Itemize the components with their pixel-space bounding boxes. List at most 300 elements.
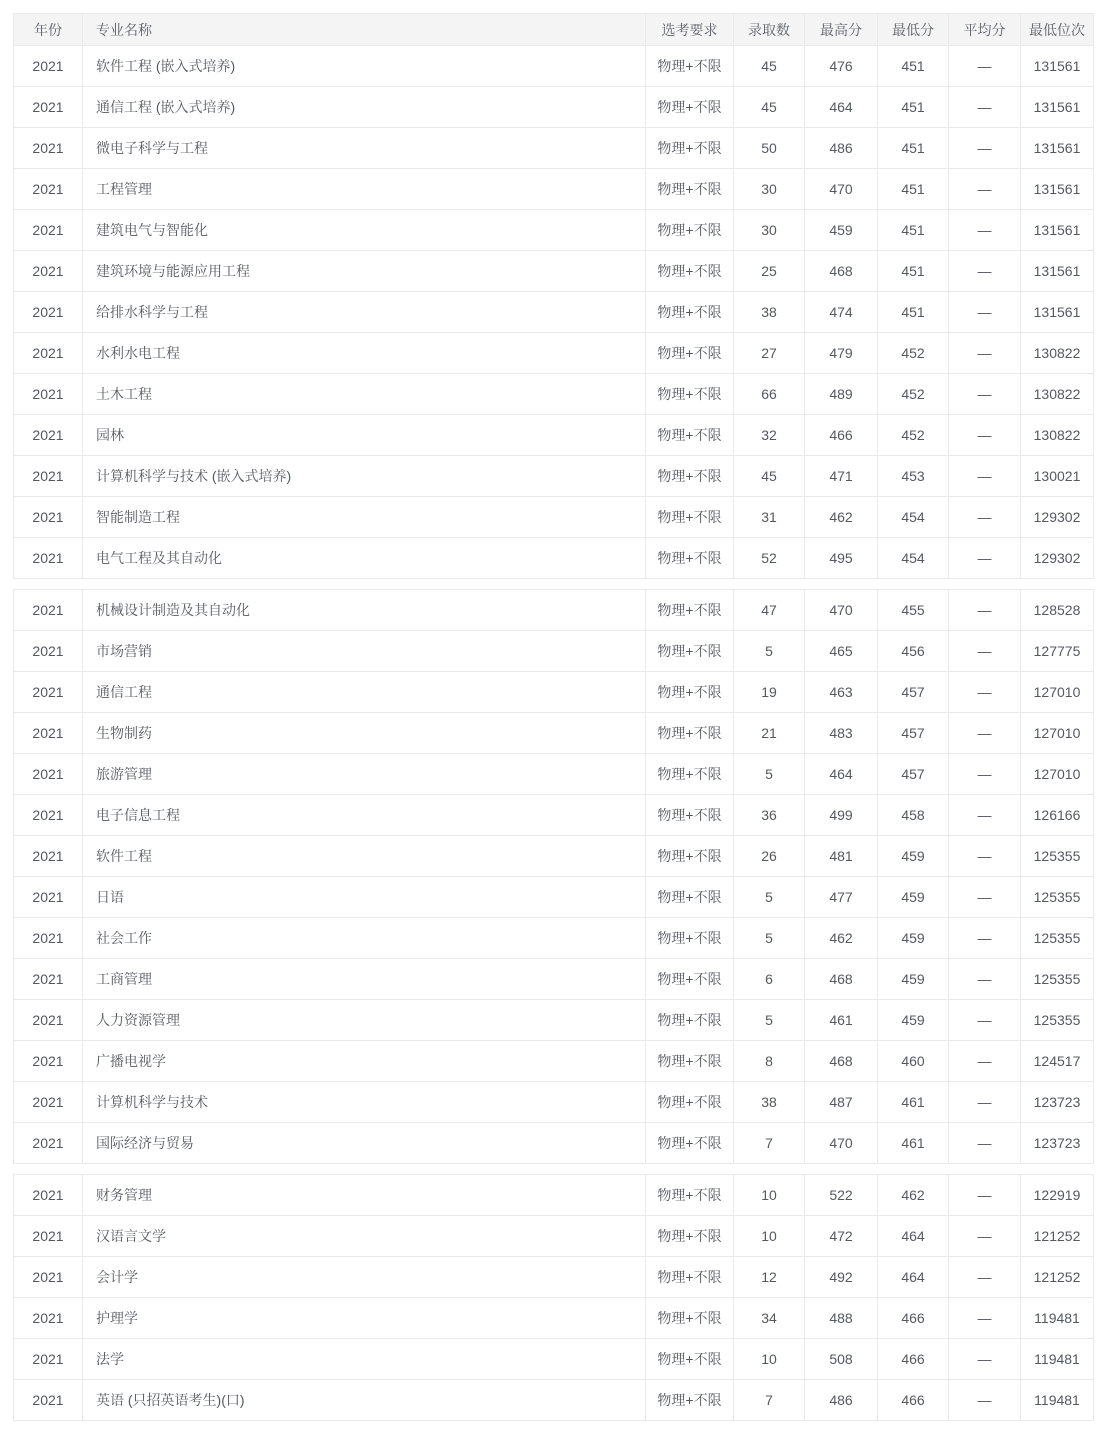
cell-min: 466	[878, 1339, 949, 1380]
cell-req: 物理+不限	[646, 538, 734, 579]
cell-avg: —	[949, 1123, 1021, 1164]
cell-avg: —	[949, 754, 1021, 795]
cell-year: 2021	[14, 631, 83, 672]
cell-count: 66	[734, 374, 805, 415]
cell-min: 459	[878, 918, 949, 959]
cell-req: 物理+不限	[646, 713, 734, 754]
cell-major: 英语 (只招英语考生)(口)	[83, 1380, 646, 1421]
cell-year: 2021	[14, 251, 83, 292]
cell-req: 物理+不限	[646, 128, 734, 169]
cell-count: 36	[734, 795, 805, 836]
cell-count: 6	[734, 959, 805, 1000]
table-row	[14, 456, 1094, 497]
cell-count: 10	[734, 1216, 805, 1257]
cell-min: 451	[878, 251, 949, 292]
cell-avg: —	[949, 631, 1021, 672]
cell-year: 2021	[14, 87, 83, 128]
cell-avg: —	[949, 169, 1021, 210]
cell-req: 物理+不限	[646, 672, 734, 713]
cell-major: 微电子科学与工程	[83, 128, 646, 169]
cell-max: 495	[805, 538, 878, 579]
cell-rank: 124517	[1021, 1041, 1094, 1082]
cell-min: 452	[878, 374, 949, 415]
cell-req: 物理+不限	[646, 795, 734, 836]
cell-req: 物理+不限	[646, 590, 734, 631]
column-header-major: 专业名称	[83, 14, 646, 46]
column-header-avg: 平均分	[949, 14, 1021, 46]
cell-min: 451	[878, 46, 949, 87]
cell-max: 479	[805, 333, 878, 374]
cell-req: 物理+不限	[646, 46, 734, 87]
cell-rank: 131561	[1021, 46, 1094, 87]
cell-major: 建筑环境与能源应用工程	[83, 251, 646, 292]
cell-year: 2021	[14, 1380, 83, 1421]
cell-max: 462	[805, 497, 878, 538]
cell-max: 499	[805, 795, 878, 836]
cell-major: 广播电视学	[83, 1041, 646, 1082]
cell-req: 物理+不限	[646, 1257, 734, 1298]
cell-major: 智能制造工程	[83, 497, 646, 538]
table-row	[14, 251, 1094, 292]
cell-req: 物理+不限	[646, 415, 734, 456]
header-row	[14, 14, 1094, 46]
table-row	[14, 1175, 1094, 1216]
cell-year: 2021	[14, 590, 83, 631]
cell-count: 30	[734, 169, 805, 210]
cell-major: 通信工程	[83, 672, 646, 713]
cell-max: 481	[805, 836, 878, 877]
cell-min: 456	[878, 631, 949, 672]
cell-count: 45	[734, 87, 805, 128]
cell-avg: —	[949, 210, 1021, 251]
cell-major: 社会工作	[83, 918, 646, 959]
table-row	[14, 918, 1094, 959]
cell-year: 2021	[14, 1000, 83, 1041]
cell-rank: 122919	[1021, 1175, 1094, 1216]
cell-max: 470	[805, 1123, 878, 1164]
column-header-count: 录取数	[734, 14, 805, 46]
table-row	[14, 795, 1094, 836]
cell-major: 护理学	[83, 1298, 646, 1339]
cell-major: 工程管理	[83, 169, 646, 210]
cell-major: 国际经济与贸易	[83, 1123, 646, 1164]
cell-max: 464	[805, 87, 878, 128]
table-row	[14, 333, 1094, 374]
cell-major: 计算机科学与技术 (嵌入式培养)	[83, 456, 646, 497]
cell-count: 38	[734, 1082, 805, 1123]
table-row	[14, 1041, 1094, 1082]
cell-rank: 123723	[1021, 1082, 1094, 1123]
cell-count: 10	[734, 1339, 805, 1380]
cell-major: 法学	[83, 1339, 646, 1380]
cell-year: 2021	[14, 836, 83, 877]
admission-scores-table	[13, 13, 1093, 1421]
cell-count: 21	[734, 713, 805, 754]
cell-year: 2021	[14, 333, 83, 374]
cell-year: 2021	[14, 210, 83, 251]
cell-min: 464	[878, 1257, 949, 1298]
cell-max: 470	[805, 590, 878, 631]
cell-rank: 119481	[1021, 1380, 1094, 1421]
cell-min: 462	[878, 1175, 949, 1216]
column-header-max: 最高分	[805, 14, 878, 46]
cell-year: 2021	[14, 46, 83, 87]
cell-max: 489	[805, 374, 878, 415]
table-row	[14, 590, 1094, 631]
cell-min: 451	[878, 292, 949, 333]
cell-major: 软件工程	[83, 836, 646, 877]
cell-min: 457	[878, 672, 949, 713]
cell-max: 463	[805, 672, 878, 713]
cell-min: 459	[878, 1000, 949, 1041]
table-row	[14, 374, 1094, 415]
table-row	[14, 1123, 1094, 1164]
cell-rank: 129302	[1021, 538, 1094, 579]
cell-max: 477	[805, 877, 878, 918]
table-row	[14, 169, 1094, 210]
cell-year: 2021	[14, 497, 83, 538]
cell-req: 物理+不限	[646, 374, 734, 415]
cell-year: 2021	[14, 292, 83, 333]
cell-year: 2021	[14, 1298, 83, 1339]
cell-min: 451	[878, 210, 949, 251]
cell-rank: 129302	[1021, 497, 1094, 538]
cell-avg: —	[949, 590, 1021, 631]
table-row	[14, 497, 1094, 538]
cell-year: 2021	[14, 713, 83, 754]
cell-major: 汉语言文学	[83, 1216, 646, 1257]
table-row	[14, 672, 1094, 713]
cell-count: 52	[734, 538, 805, 579]
cell-rank: 121252	[1021, 1216, 1094, 1257]
cell-rank: 130822	[1021, 415, 1094, 456]
cell-count: 45	[734, 456, 805, 497]
cell-req: 物理+不限	[646, 497, 734, 538]
cell-min: 458	[878, 795, 949, 836]
cell-count: 31	[734, 497, 805, 538]
cell-req: 物理+不限	[646, 631, 734, 672]
cell-min: 451	[878, 87, 949, 128]
table-row	[14, 1257, 1094, 1298]
cell-major: 机械设计制造及其自动化	[83, 590, 646, 631]
cell-count: 7	[734, 1123, 805, 1164]
cell-avg: —	[949, 672, 1021, 713]
table-row	[14, 1216, 1094, 1257]
cell-avg: —	[949, 836, 1021, 877]
cell-major: 软件工程 (嵌入式培养)	[83, 46, 646, 87]
cell-req: 物理+不限	[646, 292, 734, 333]
cell-max: 462	[805, 918, 878, 959]
cell-req: 物理+不限	[646, 210, 734, 251]
cell-min: 452	[878, 415, 949, 456]
cell-major: 给排水科学与工程	[83, 292, 646, 333]
cell-year: 2021	[14, 538, 83, 579]
cell-min: 460	[878, 1041, 949, 1082]
table-row	[14, 1000, 1094, 1041]
cell-min: 454	[878, 497, 949, 538]
cell-count: 34	[734, 1298, 805, 1339]
cell-max: 465	[805, 631, 878, 672]
cell-rank: 119481	[1021, 1339, 1094, 1380]
cell-avg: —	[949, 128, 1021, 169]
cell-req: 物理+不限	[646, 1298, 734, 1339]
cell-year: 2021	[14, 754, 83, 795]
table-row	[14, 46, 1094, 87]
cell-req: 物理+不限	[646, 1339, 734, 1380]
cell-req: 物理+不限	[646, 1175, 734, 1216]
cell-avg: —	[949, 1082, 1021, 1123]
cell-rank: 130822	[1021, 374, 1094, 415]
cell-min: 459	[878, 877, 949, 918]
cell-avg: —	[949, 795, 1021, 836]
cell-rank: 131561	[1021, 292, 1094, 333]
cell-max: 474	[805, 292, 878, 333]
cell-count: 25	[734, 251, 805, 292]
cell-avg: —	[949, 1339, 1021, 1380]
table-row	[14, 713, 1094, 754]
cell-year: 2021	[14, 169, 83, 210]
cell-major: 市场营销	[83, 631, 646, 672]
cell-max: 522	[805, 1175, 878, 1216]
cell-rank: 125355	[1021, 959, 1094, 1000]
cell-max: 464	[805, 754, 878, 795]
cell-max: 468	[805, 251, 878, 292]
cell-count: 32	[734, 415, 805, 456]
cell-min: 459	[878, 959, 949, 1000]
cell-major: 会计学	[83, 1257, 646, 1298]
cell-avg: —	[949, 918, 1021, 959]
cell-min: 457	[878, 754, 949, 795]
table-section-3	[13, 1174, 1094, 1421]
cell-major: 通信工程 (嵌入式培养)	[83, 87, 646, 128]
cell-avg: —	[949, 1298, 1021, 1339]
column-header-min: 最低分	[878, 14, 949, 46]
cell-req: 物理+不限	[646, 456, 734, 497]
cell-major: 人力资源管理	[83, 1000, 646, 1041]
cell-min: 464	[878, 1216, 949, 1257]
cell-major: 土木工程	[83, 374, 646, 415]
table-section-2	[13, 589, 1094, 1164]
cell-count: 5	[734, 631, 805, 672]
cell-max: 508	[805, 1339, 878, 1380]
cell-major: 旅游管理	[83, 754, 646, 795]
table-section-1	[13, 13, 1094, 579]
cell-req: 物理+不限	[646, 1000, 734, 1041]
table-row	[14, 1339, 1094, 1380]
cell-req: 物理+不限	[646, 877, 734, 918]
cell-rank: 125355	[1021, 918, 1094, 959]
cell-req: 物理+不限	[646, 918, 734, 959]
cell-year: 2021	[14, 374, 83, 415]
cell-avg: —	[949, 1000, 1021, 1041]
cell-max: 476	[805, 46, 878, 87]
cell-count: 47	[734, 590, 805, 631]
cell-max: 468	[805, 1041, 878, 1082]
cell-max: 468	[805, 959, 878, 1000]
cell-max: 461	[805, 1000, 878, 1041]
cell-count: 5	[734, 877, 805, 918]
cell-count: 50	[734, 128, 805, 169]
cell-avg: —	[949, 1175, 1021, 1216]
cell-rank: 130822	[1021, 333, 1094, 374]
cell-min: 451	[878, 169, 949, 210]
cell-year: 2021	[14, 1257, 83, 1298]
cell-year: 2021	[14, 456, 83, 497]
cell-rank: 131561	[1021, 87, 1094, 128]
cell-count: 10	[734, 1175, 805, 1216]
cell-max: 492	[805, 1257, 878, 1298]
cell-min: 453	[878, 456, 949, 497]
cell-req: 物理+不限	[646, 333, 734, 374]
cell-count: 30	[734, 210, 805, 251]
cell-rank: 126166	[1021, 795, 1094, 836]
cell-rank: 125355	[1021, 877, 1094, 918]
cell-avg: —	[949, 877, 1021, 918]
cell-min: 459	[878, 836, 949, 877]
cell-major: 计算机科学与技术	[83, 1082, 646, 1123]
cell-rank: 125355	[1021, 1000, 1094, 1041]
cell-rank: 127010	[1021, 672, 1094, 713]
cell-count: 19	[734, 672, 805, 713]
cell-max: 486	[805, 128, 878, 169]
cell-year: 2021	[14, 1175, 83, 1216]
table-row	[14, 959, 1094, 1000]
cell-major: 财务管理	[83, 1175, 646, 1216]
cell-rank: 127010	[1021, 713, 1094, 754]
cell-year: 2021	[14, 128, 83, 169]
cell-req: 物理+不限	[646, 169, 734, 210]
cell-avg: —	[949, 251, 1021, 292]
table-row	[14, 210, 1094, 251]
cell-req: 物理+不限	[646, 87, 734, 128]
cell-max: 459	[805, 210, 878, 251]
cell-avg: —	[949, 1041, 1021, 1082]
cell-max: 486	[805, 1380, 878, 1421]
cell-count: 5	[734, 754, 805, 795]
cell-req: 物理+不限	[646, 1123, 734, 1164]
cell-major: 生物制药	[83, 713, 646, 754]
table-row	[14, 836, 1094, 877]
cell-count: 7	[734, 1380, 805, 1421]
cell-avg: —	[949, 292, 1021, 333]
cell-max: 483	[805, 713, 878, 754]
cell-count: 27	[734, 333, 805, 374]
cell-avg: —	[949, 497, 1021, 538]
cell-rank: 131561	[1021, 210, 1094, 251]
cell-year: 2021	[14, 1123, 83, 1164]
column-header-req: 选考要求	[646, 14, 734, 46]
cell-max: 470	[805, 169, 878, 210]
table-row	[14, 1380, 1094, 1421]
cell-count: 5	[734, 918, 805, 959]
cell-rank: 130021	[1021, 456, 1094, 497]
cell-year: 2021	[14, 918, 83, 959]
cell-major: 日语	[83, 877, 646, 918]
cell-req: 物理+不限	[646, 959, 734, 1000]
cell-major: 电气工程及其自动化	[83, 538, 646, 579]
cell-year: 2021	[14, 415, 83, 456]
cell-rank: 131561	[1021, 128, 1094, 169]
cell-avg: —	[949, 415, 1021, 456]
cell-major: 建筑电气与智能化	[83, 210, 646, 251]
cell-year: 2021	[14, 959, 83, 1000]
cell-year: 2021	[14, 1216, 83, 1257]
column-header-year: 年份	[14, 14, 83, 46]
cell-avg: —	[949, 1380, 1021, 1421]
table-row	[14, 631, 1094, 672]
cell-major: 园林	[83, 415, 646, 456]
cell-min: 466	[878, 1298, 949, 1339]
cell-max: 471	[805, 456, 878, 497]
cell-min: 461	[878, 1123, 949, 1164]
cell-max: 487	[805, 1082, 878, 1123]
table-row	[14, 128, 1094, 169]
cell-avg: —	[949, 333, 1021, 374]
cell-rank: 131561	[1021, 251, 1094, 292]
cell-count: 45	[734, 46, 805, 87]
cell-rank: 131561	[1021, 169, 1094, 210]
cell-avg: —	[949, 87, 1021, 128]
cell-rank: 128528	[1021, 590, 1094, 631]
table-row	[14, 1298, 1094, 1339]
cell-req: 物理+不限	[646, 1041, 734, 1082]
cell-min: 457	[878, 713, 949, 754]
table-row	[14, 415, 1094, 456]
cell-max: 488	[805, 1298, 878, 1339]
column-header-rank: 最低位次	[1021, 14, 1094, 46]
table-row	[14, 1082, 1094, 1123]
cell-max: 466	[805, 415, 878, 456]
cell-min: 454	[878, 538, 949, 579]
cell-major: 电子信息工程	[83, 795, 646, 836]
cell-count: 12	[734, 1257, 805, 1298]
cell-major: 工商管理	[83, 959, 646, 1000]
table-row	[14, 538, 1094, 579]
cell-req: 物理+不限	[646, 1380, 734, 1421]
cell-avg: —	[949, 1257, 1021, 1298]
cell-avg: —	[949, 1216, 1021, 1257]
cell-avg: —	[949, 374, 1021, 415]
cell-major: 水利水电工程	[83, 333, 646, 374]
cell-rank: 123723	[1021, 1123, 1094, 1164]
cell-avg: —	[949, 713, 1021, 754]
cell-min: 455	[878, 590, 949, 631]
cell-rank: 127775	[1021, 631, 1094, 672]
cell-count: 8	[734, 1041, 805, 1082]
cell-req: 物理+不限	[646, 1216, 734, 1257]
cell-rank: 125355	[1021, 836, 1094, 877]
cell-count: 38	[734, 292, 805, 333]
cell-avg: —	[949, 46, 1021, 87]
cell-year: 2021	[14, 1041, 83, 1082]
cell-avg: —	[949, 456, 1021, 497]
cell-min: 466	[878, 1380, 949, 1421]
table-row	[14, 754, 1094, 795]
cell-req: 物理+不限	[646, 754, 734, 795]
table-row	[14, 877, 1094, 918]
cell-req: 物理+不限	[646, 836, 734, 877]
cell-min: 452	[878, 333, 949, 374]
cell-max: 472	[805, 1216, 878, 1257]
cell-year: 2021	[14, 1339, 83, 1380]
cell-year: 2021	[14, 795, 83, 836]
cell-req: 物理+不限	[646, 251, 734, 292]
cell-rank: 127010	[1021, 754, 1094, 795]
cell-req: 物理+不限	[646, 1082, 734, 1123]
cell-min: 451	[878, 128, 949, 169]
table-row	[14, 292, 1094, 333]
cell-min: 461	[878, 1082, 949, 1123]
